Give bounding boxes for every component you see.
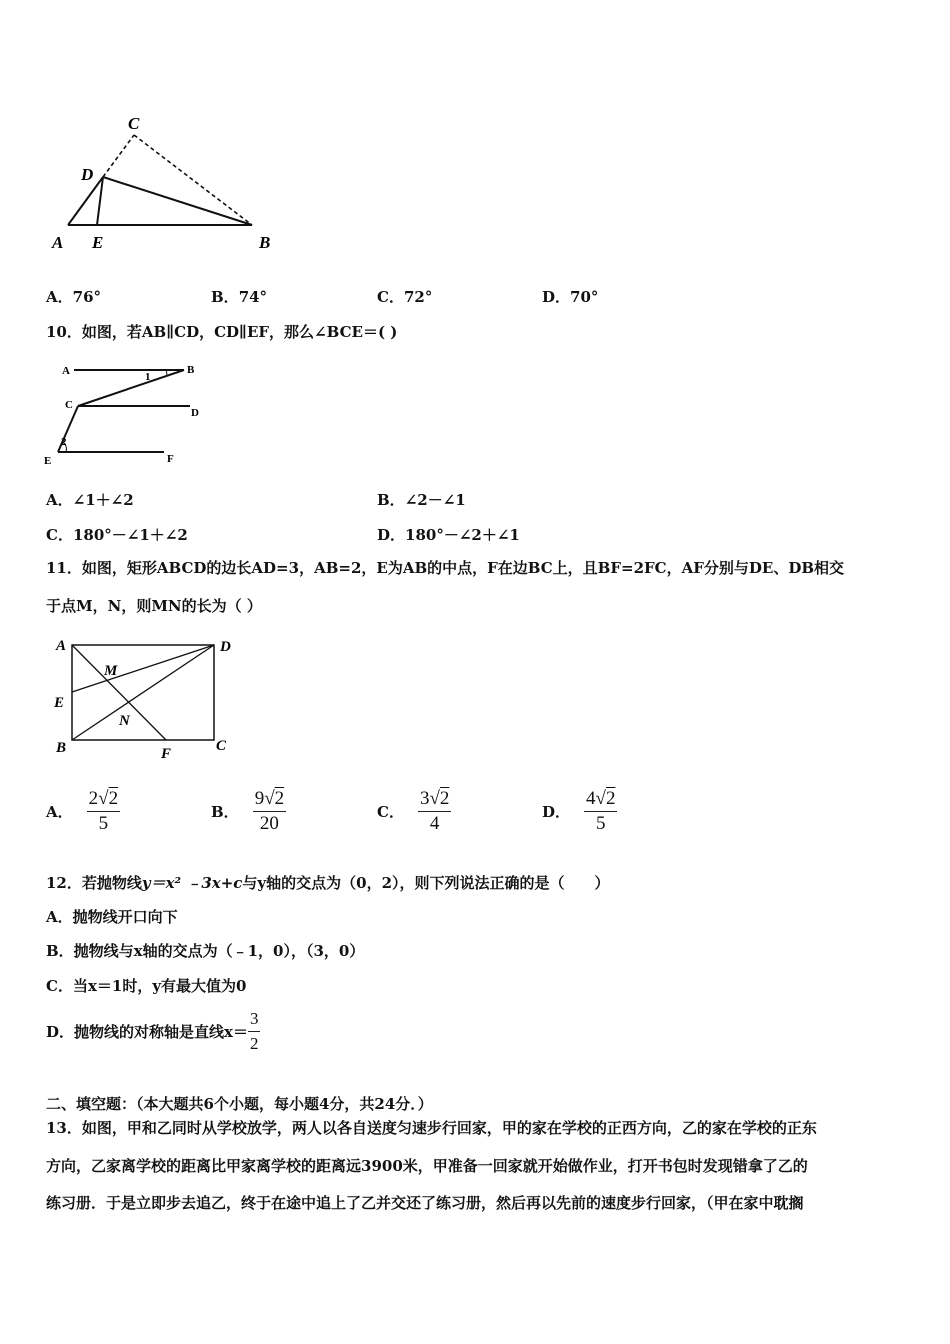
q11-option-c-fraction: $\frac{3√2}{4}$ [419, 788, 450, 834]
q11-option-a-label: A． [46, 803, 73, 821]
q9-option-c-label: C． [377, 288, 404, 306]
q9-option-b-label: B． [211, 288, 239, 306]
q10-option-a [46, 489, 134, 510]
q9-line-db [103, 177, 252, 225]
q12-option-c: C．当x＝1时，y有最大值为0 [46, 977, 247, 995]
q11-option-a-coef: 2 [88, 788, 99, 809]
q9-option-d-label: D． [542, 288, 571, 306]
q10-option-b-label: B． [377, 491, 405, 509]
q10-label-angle1: 1 [145, 371, 151, 383]
q11-option-d-coef: 4 [586, 788, 596, 809]
q12-option-d-den: 2 [249, 1034, 259, 1053]
q10-label-a: A [62, 365, 70, 377]
q12-option-d-text: D．抛物线的对称轴是直线x＝ [46, 1023, 248, 1041]
q11-rectangle-figure [48, 632, 248, 762]
q11-option-a-den: 5 [98, 813, 109, 834]
q9-option-d [542, 286, 598, 307]
q10-option-b [377, 489, 466, 510]
q11-label-n: N [119, 713, 130, 729]
q11-option-b-label: B． [211, 803, 239, 821]
q11-label-d: D [220, 639, 231, 655]
q12-stem [46, 872, 610, 893]
q10-option-c-label: C． [46, 526, 73, 544]
q11-option-b [211, 788, 286, 835]
q9-label-d: D [81, 165, 94, 184]
q10-option-a-value: ∠1＋∠2 [72, 491, 134, 509]
q9-label-c: C [128, 114, 140, 133]
q11-option-d-fraction: $\frac{4√2}{5}$ [586, 788, 616, 834]
q12-stem-pre: 12．若抛物线 [46, 874, 142, 892]
q12-option-a: A．抛物线开口向下 [46, 908, 178, 926]
q10-option-a-label: A． [46, 491, 73, 509]
q11-option-b-radicand: 2 [274, 788, 285, 809]
q11-option-c [377, 788, 451, 835]
q11-line-ed [72, 645, 214, 692]
q12-stem-formula: y＝x² ﹣3x+c [141, 874, 243, 892]
q10-option-d [377, 524, 520, 545]
q13-line1: 13．如图，甲和乙同时从学校放学，两人以各自送度匀速步行回家，甲的家在学校的正西方向，乙的家在学校的正东 [46, 1119, 817, 1137]
q9-option-c-value: 72° [403, 288, 433, 306]
q11-label-e: E [54, 695, 65, 711]
q11-label-c: C [216, 738, 227, 754]
q11-option-d-radicand: 2 [605, 788, 616, 809]
q12-option-d-num: 3 [248, 1008, 261, 1032]
q11-option-c-label: C． [377, 803, 404, 821]
q11-option-b-fraction: $\frac{9√2}{20}$ [254, 788, 285, 834]
q9-option-a-value: 76° [72, 288, 102, 306]
q9-label-e: E [92, 233, 104, 252]
q11-line-db [72, 645, 214, 740]
q10-option-d-label: D． [377, 526, 406, 544]
q12-stem-post: 与y轴的交点为（0，2），则下列说法正确的是（ ） [242, 874, 610, 892]
q12-option-d-fraction [248, 1008, 261, 1055]
q11-option-a-fraction: $\frac{2√2}{5}$ [88, 788, 119, 834]
q9-dashed-dc [103, 135, 134, 177]
q13-line3: 练习册．于是立即步去追乙，终于在途中追上了乙并交还了练习册，然后再以先前的速度步行回家，（甲在家中耽搁 [46, 1194, 804, 1212]
q11-label-b: B [56, 740, 67, 756]
q10-label-d: D [191, 407, 199, 419]
q12-option-b: B．抛物线与x轴的交点为（﹣1，0），（3，0） [46, 942, 365, 960]
q10-label-angle2: 2 [61, 436, 67, 448]
q10-line-bc [78, 370, 184, 406]
q9-label-a: A [52, 233, 64, 252]
q10-option-d-value: 180°－∠2＋∠1 [405, 526, 520, 544]
q9-option-a [46, 286, 101, 307]
q11-option-c-radicand: 2 [439, 788, 450, 809]
q11-option-d-den: 5 [595, 813, 606, 834]
q9-option-c [377, 286, 432, 307]
q9-dashed-cb [134, 135, 252, 225]
q11-label-m: M [104, 663, 118, 679]
q9-option-b [211, 286, 267, 307]
section2-heading: 二、填空题：（本大题共6个小题，每小题4分，共24分．） [46, 1095, 433, 1113]
q9-label-b: B [259, 233, 271, 252]
q9-option-d-value: 70° [570, 288, 599, 306]
q13-line2: 方向，乙家离学校的距离比甲家离学校的距离远3900米，甲准备一回家就开始做作业，打开书包时发现错拿了乙的 [46, 1157, 808, 1175]
q11-option-a-radicand: 2 [108, 788, 119, 809]
q9-option-a-label: A． [46, 288, 73, 306]
q10-label-b: B [187, 364, 195, 376]
q11-option-d-label: D． [542, 803, 571, 821]
q11-label-a: A [56, 638, 67, 654]
q12-option-d [46, 1008, 260, 1055]
q10-option-c-value: 180°－∠1＋∠2 [72, 526, 188, 544]
q10-label-c: C [65, 399, 73, 411]
q9-option-b-value: 74° [238, 288, 268, 306]
q10-option-b-value: ∠2－∠1 [404, 491, 466, 509]
q10-label-f: F [167, 453, 174, 465]
q11-option-c-den: 4 [429, 813, 440, 834]
q10-label-e: E [44, 455, 52, 467]
q11-option-b-coef: 9 [254, 788, 265, 809]
q9-triangle-figure [40, 105, 280, 255]
q11-option-a [46, 788, 120, 835]
q10-option-c [46, 524, 188, 545]
q11-stem-line2: 于点M，N，则MN的长为（ ） [46, 597, 262, 615]
q11-option-b-den: 20 [259, 813, 279, 834]
q10-stem: 10．如图，若AB∥CD，CD∥EF，那么∠BCE＝( ) [46, 323, 398, 341]
q11-option-c-coef: 3 [419, 788, 430, 809]
q11-label-f: F [161, 746, 172, 762]
q11-stem-line1: 11．如图，矩形ABCD的边长AD=3，AB=2，E为AB的中点，F在边BC上，且BF=2FC，AF分别与DE、DB相交 [46, 559, 845, 577]
q11-option-d [542, 788, 617, 835]
q10-parallel-lines-figure [40, 358, 210, 470]
